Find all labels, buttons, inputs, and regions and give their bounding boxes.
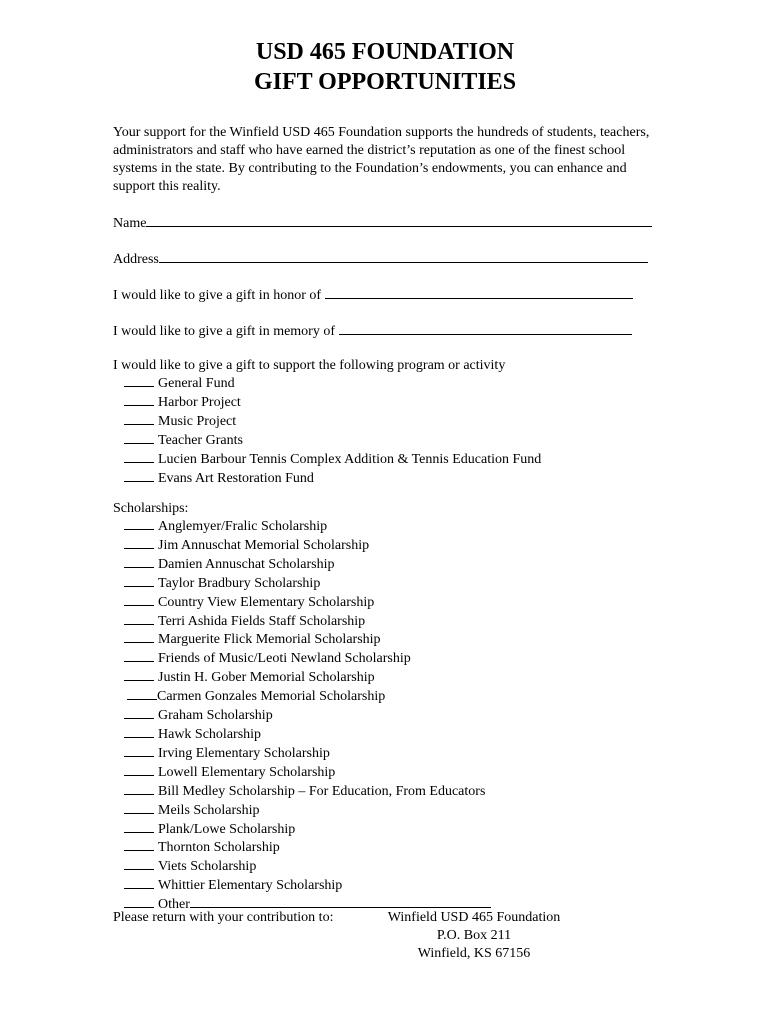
checkbox-blank[interactable]: [124, 763, 154, 776]
list-item: [124, 649, 491, 668]
return-label: Please return with your contribution to:: [113, 910, 334, 925]
checkbox-blank[interactable]: [124, 574, 154, 587]
list-item: [124, 876, 491, 895]
checkbox-blank[interactable]: [124, 895, 154, 908]
list-item-label: Graham Scholarship: [158, 708, 273, 724]
list-item-label: General Fund: [158, 376, 235, 391]
list-item: [124, 668, 491, 687]
list-item-label: Evans Art Restoration Fund: [158, 470, 314, 486]
list-item: [124, 450, 541, 469]
title-line-2: GIFT OPPORTUNITIES: [253, 69, 517, 95]
name-field[interactable]: [146, 213, 652, 227]
title-line-1: USD 465 FOUNDATION: [255, 39, 515, 65]
checkbox-blank[interactable]: [124, 393, 154, 406]
org-name: Winfield USD 465 Foundation: [387, 910, 561, 925]
list-item-label: Terri Ashida Fields Staff Scholarship: [158, 613, 366, 629]
memory-field[interactable]: [339, 321, 632, 335]
checkbox-blank[interactable]: [124, 876, 154, 889]
po-box: P.O. Box 211: [436, 928, 512, 943]
list-item-label: Thornton Scholarship: [158, 840, 280, 856]
list-item: [124, 838, 491, 857]
list-item-label: Teacher Grants: [158, 432, 243, 448]
list-item: [124, 687, 491, 706]
list-item: [124, 555, 491, 574]
checkbox-blank[interactable]: [124, 820, 154, 833]
list-item-label: Country View Elementary Scholarship: [158, 594, 375, 610]
list-item-label: Bill Medley Scholarship – For Education, From Educators: [158, 783, 486, 799]
mailing-address: [374, 909, 574, 963]
list-item: [124, 612, 491, 631]
list-item: [124, 763, 491, 782]
scholarships-label: Scholarships:: [113, 501, 189, 516]
list-item-label: Harbor Project: [158, 394, 241, 410]
checkbox-blank[interactable]: [124, 857, 154, 870]
checkbox-blank[interactable]: [124, 838, 154, 851]
checkbox-blank[interactable]: [124, 593, 154, 606]
checkbox-blank[interactable]: [124, 801, 154, 814]
checkbox-blank[interactable]: [124, 706, 154, 719]
list-item: [124, 517, 491, 536]
checkbox-blank[interactable]: [124, 517, 154, 530]
list-item: [124, 857, 491, 876]
list-item: [124, 782, 491, 801]
checkbox-blank[interactable]: [124, 744, 154, 757]
list-item-label: Marguerite Flick Memorial Scholarship: [158, 632, 381, 648]
address-row: [113, 249, 648, 269]
checkbox-blank[interactable]: [124, 630, 154, 643]
checkbox-blank[interactable]: [124, 782, 154, 795]
scholarships-list: [124, 517, 491, 914]
list-item-label: Lucien Barbour Tennis Complex Addition & Tennis Education Fund: [158, 451, 542, 467]
list-item-label: Carmen Gonzales Memorial Scholarship: [157, 689, 386, 705]
checkbox-blank[interactable]: [124, 431, 154, 444]
list-item: [124, 820, 491, 839]
list-item-label: Anglemyer/Fralic Scholarship: [158, 519, 328, 534]
list-item-label: Meils Scholarship: [158, 802, 260, 818]
list-item-label: Taylor Bradbury Scholarship: [158, 575, 321, 591]
list-item: [124, 706, 491, 725]
checkbox-blank[interactable]: [124, 536, 154, 549]
programs-list: [124, 374, 541, 487]
list-item-label: Irving Elementary Scholarship: [158, 745, 330, 761]
list-item: [124, 393, 541, 412]
list-item-label: Damien Annuschat Scholarship: [158, 556, 335, 572]
checkbox-blank[interactable]: [124, 668, 154, 681]
checkbox-blank[interactable]: [124, 555, 154, 568]
list-item: [124, 593, 491, 612]
checkbox-blank[interactable]: [124, 374, 154, 387]
city-state-zip: Winfield, KS 67156: [417, 946, 531, 961]
list-item: [124, 801, 491, 820]
other-label: Other: [158, 897, 190, 913]
list-item-label: Friends of Music/Leoti Newland Scholarship: [158, 651, 411, 667]
name-row: [113, 213, 652, 233]
checkbox-blank[interactable]: [127, 687, 157, 700]
programs-label: I would like to give a gift to support the following program or activity: [113, 358, 506, 373]
honor-field[interactable]: [325, 285, 633, 299]
list-item-label: Justin H. Gober Memorial Scholarship: [158, 670, 375, 686]
list-item-label: Plank/Lowe Scholarship: [158, 821, 296, 837]
honor-row: [113, 285, 633, 305]
list-item-label: Jim Annuschat Memorial Scholarship: [158, 537, 370, 553]
other-field[interactable]: [190, 895, 491, 908]
checkbox-blank[interactable]: [124, 412, 154, 425]
list-item: [124, 412, 541, 431]
honor-label: I would like to give a gift in honor of: [113, 288, 325, 303]
list-item: [124, 536, 491, 555]
name-label: Name: [113, 216, 147, 231]
list-item-label: Viets Scholarship: [158, 859, 257, 875]
list-item-label: Whittier Elementary Scholarship: [158, 878, 343, 894]
checkbox-blank[interactable]: [124, 469, 154, 482]
list-item: [124, 744, 491, 763]
list-item-label: Music Project: [158, 413, 237, 429]
list-item-label: Lowell Elementary Scholarship: [158, 764, 336, 780]
checkbox-blank[interactable]: [124, 649, 154, 662]
list-item: [124, 630, 491, 649]
list-item-label: Hawk Scholarship: [158, 726, 262, 742]
checkbox-blank[interactable]: [124, 612, 154, 625]
memory-label: I would like to give a gift in memory of: [113, 324, 339, 339]
memory-row: [113, 321, 632, 341]
list-item: [124, 725, 491, 744]
address-label: Address: [113, 252, 159, 267]
list-item: [124, 431, 541, 450]
checkbox-blank[interactable]: [124, 450, 154, 463]
list-item: [124, 574, 491, 593]
list-item: [124, 374, 541, 393]
checkbox-blank[interactable]: [124, 725, 154, 738]
address-field[interactable]: [159, 249, 648, 263]
intro-paragraph: Your support for the Winfield USD 465 Foundation supports the hundreds of students, teachers, administrators and staff who have earned the district’s reputation as one of the finest school systems in the state. By contributing to the Foundation’s endowments, you can enhance and support this reality.: [113, 125, 650, 194]
list-item: [124, 469, 541, 488]
